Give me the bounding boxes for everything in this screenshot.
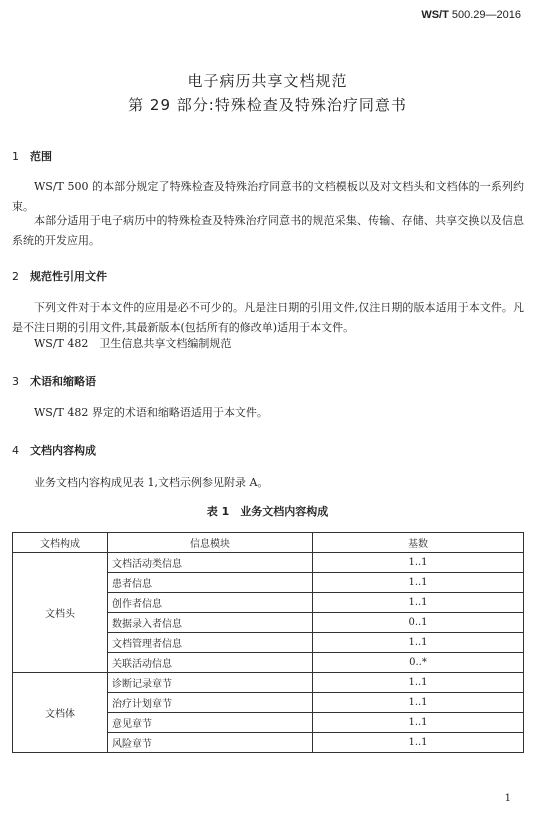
section-title: 范围 — [30, 150, 52, 163]
reference-entry: WS/T 482 卫生信息共享文档编制规范 — [34, 337, 232, 350]
document-subtitle: 第 29 部分:特殊检查及特殊治疗同意书 — [128, 96, 407, 114]
section-title: 术语和缩略语 — [30, 375, 96, 388]
section-number: 3 — [12, 375, 19, 388]
paragraph: 下列文件对于本文件的应用是必不可少的。凡是注日期的引用文件,仅注日期的版本适用于本文件。凡是不注日期的引用文件,其最新版本(包括所有的修改单)适用于本文件。 — [12, 301, 524, 334]
module-cell: 诊断记录章节 — [108, 673, 313, 693]
module-cell: 关联活动信息 — [108, 653, 313, 673]
module-cell: 文档活动类信息 — [108, 553, 313, 573]
section-title: 文档内容构成 — [30, 444, 96, 457]
cardinality-cell: 1..1 — [313, 733, 524, 753]
content-table — [12, 532, 524, 753]
document-title: 电子病历共享文档规范 — [187, 72, 348, 90]
section-heading-2 — [12, 268, 107, 284]
cardinality-cell: 0..1 — [313, 613, 524, 633]
cardinality-cell: 1..1 — [313, 713, 524, 733]
column-header: 文档构成 — [13, 533, 108, 553]
paragraph: 业务文档内容构成见表 1,文档示例参见附录 A。 — [34, 476, 269, 489]
section-title: 规范性引用文件 — [30, 270, 107, 283]
cardinality-cell: 1..1 — [313, 573, 524, 593]
section-heading-4 — [12, 442, 96, 458]
section-number: 2 — [12, 270, 19, 283]
standard-code-prefix: WS/T — [421, 9, 449, 21]
table-caption: 表 1 业务文档内容构成 — [206, 505, 329, 518]
section-heading-1 — [12, 148, 52, 164]
paragraph: WS/T 500 的本部分规定了特殊检查及特殊治疗同意书的文档模板以及对文档头和文档体的一系列约束。 — [12, 180, 524, 213]
standard-code — [421, 9, 521, 21]
paragraph: 本部分适用于电子病历中的特殊检查及特殊治疗同意书的规范采集、传输、存储、共享交换以及信息系统的开发应用。 — [12, 214, 524, 247]
module-cell: 文档管理者信息 — [108, 633, 313, 653]
paragraph: WS/T 482 界定的术语和缩略语适用于本文件。 — [34, 406, 268, 419]
section-number: 1 — [12, 150, 19, 163]
module-cell: 意见章节 — [108, 713, 313, 733]
module-cell: 治疗计划章节 — [108, 693, 313, 713]
module-cell: 创作者信息 — [108, 593, 313, 613]
cardinality-cell: 1..1 — [313, 593, 524, 613]
cardinality-cell: 1..1 — [313, 633, 524, 653]
cardinality-cell: 0..* — [313, 653, 524, 673]
section-number: 4 — [12, 444, 19, 457]
cardinality-cell: 1..1 — [313, 693, 524, 713]
module-cell: 患者信息 — [108, 573, 313, 593]
table-row — [13, 553, 524, 573]
column-header: 信息模块 — [108, 533, 313, 553]
module-cell: 数据录入者信息 — [108, 613, 313, 633]
standard-code-number: 500.29—2016 — [448, 9, 521, 21]
cardinality-cell: 1..1 — [313, 553, 524, 573]
table-row — [13, 673, 524, 693]
group-cell: 文档体 — [13, 673, 108, 753]
page-number: 1 — [504, 793, 511, 804]
cardinality-cell: 1..1 — [313, 673, 524, 693]
section-heading-3 — [12, 373, 96, 389]
table-header-row — [13, 533, 524, 553]
module-cell: 风险章节 — [108, 733, 313, 753]
column-header: 基数 — [313, 533, 524, 553]
group-cell: 文档头 — [13, 553, 108, 673]
